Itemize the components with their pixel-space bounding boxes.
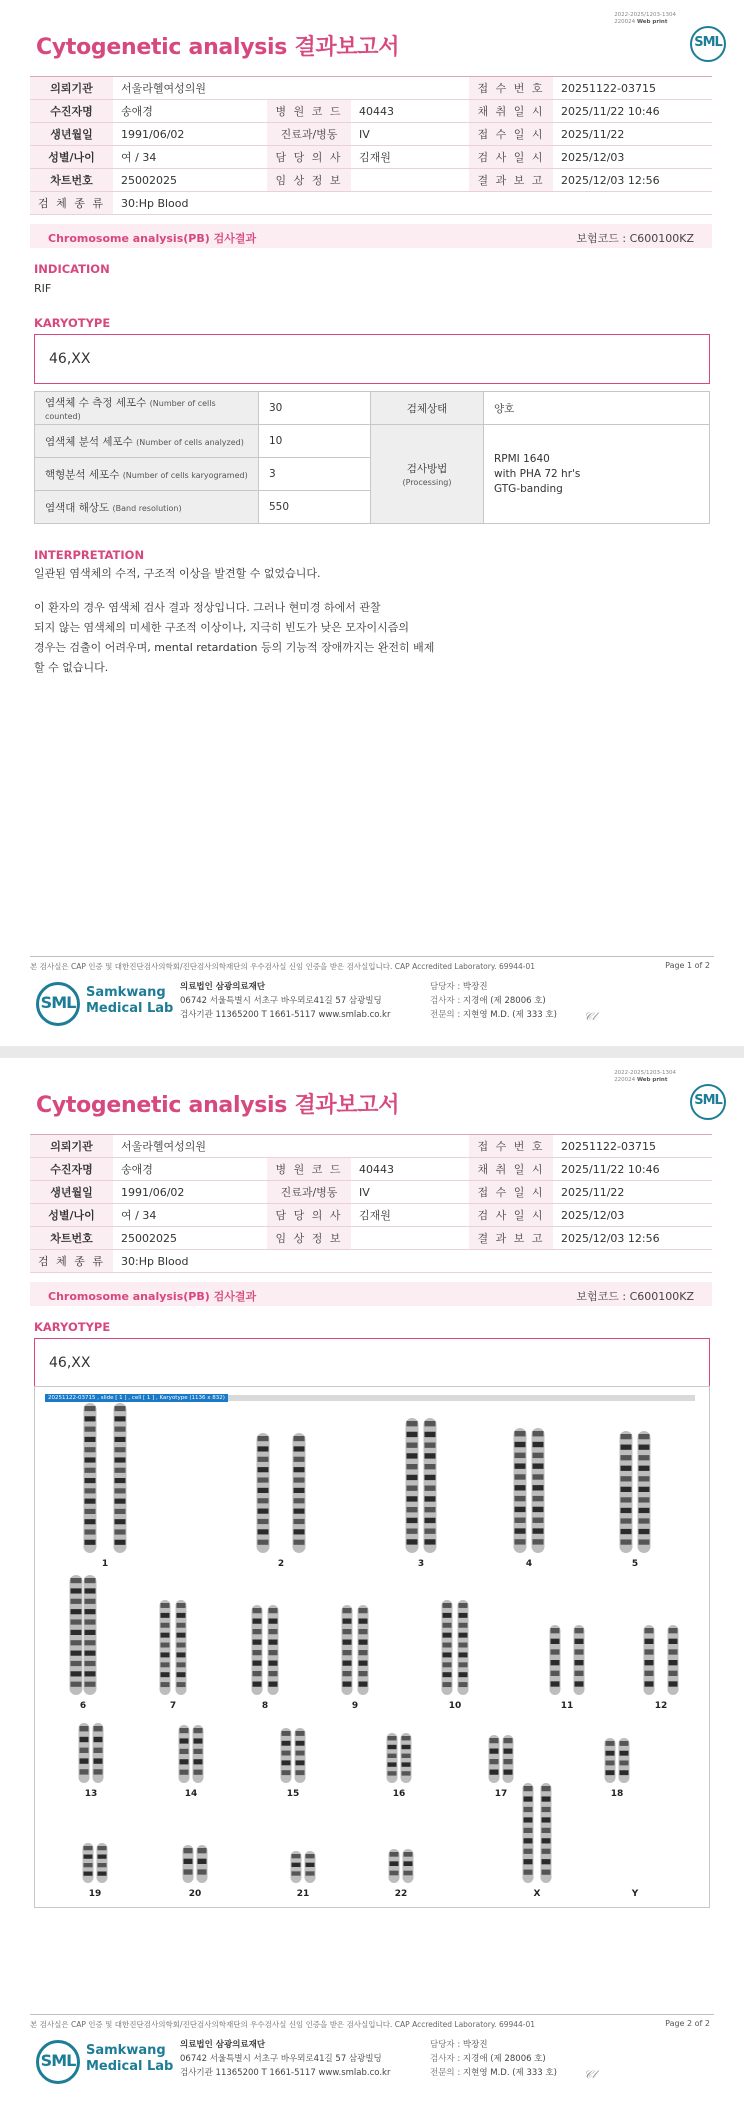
received-label: 접 수 일 시 [469, 1181, 553, 1204]
chromosome-label-14: 14 [184, 1789, 198, 1799]
chromosome-18-a [605, 1738, 616, 1783]
chromosome-label-11: 11 [560, 1701, 574, 1711]
tested-label: 검 사 일 시 [469, 1204, 553, 1227]
document-id: 2022-2025/1203-1304 220024 Web print [614, 1070, 676, 1083]
chromosome-12-a [644, 1625, 655, 1695]
chromosome-18-b [619, 1738, 630, 1783]
indication-heading: INDICATION [34, 262, 110, 276]
tested-label: 검 사 일 시 [469, 146, 553, 169]
report-time-label: 결 과 보 고 [469, 1227, 553, 1250]
collected-label: 채 취 일 시 [469, 1158, 553, 1181]
chromosome-label-4: 4 [525, 1559, 533, 1569]
tested-value: 2025/12/03 [553, 146, 712, 169]
chart-label: 차트번호 [30, 1227, 113, 1250]
signature: 𝒞𝓁 [584, 1010, 596, 1023]
chart-value: 25002025 [113, 169, 267, 192]
method-value: RPMI 1640 with PHA 72 hr's GTG-banding [484, 425, 710, 524]
chromosome-label-9: 9 [351, 1701, 359, 1711]
received-value: 2025/11/22 [553, 123, 712, 146]
footer-lab-name: Samkwang Medical Lab [86, 985, 174, 1016]
chromosome-label-12: 12 [654, 1701, 668, 1711]
chromosome-3-a [406, 1418, 419, 1553]
interpretation-heading: INTERPRETATION [34, 548, 145, 562]
karyotype-box: 46,XX [34, 1338, 710, 1388]
footer-address: 의료법인 삼광의료재단 06742 서울특별시 서초구 바우뫼로41길 57 삼광빌딩 검사기관 11365200 T 1661-5117 www.smlab.co.kr [180, 2040, 391, 2078]
chromosome-5-b [638, 1431, 651, 1553]
chromosome-label-22: 22 [394, 1889, 408, 1899]
clinical-label: 임 상 정 보 [267, 169, 351, 192]
patient-label: 수진자명 [30, 1158, 113, 1181]
ward-code-value: 40443 [351, 100, 469, 123]
chromosome-16-b [401, 1733, 412, 1783]
chromosome-3-b [424, 1418, 437, 1553]
institution-value: 서울라헬여성의원 [113, 77, 469, 100]
report-title: Cytogenetic analysis 결과보고서 [36, 1093, 400, 1118]
received-label: 접 수 일 시 [469, 123, 553, 146]
chromosome-22-a [389, 1849, 400, 1883]
report-page-1 [0, 0, 744, 1046]
chromosome-7-a [160, 1600, 171, 1695]
document-id: 2022-2025/1203-1304 220024 Web print [614, 12, 676, 25]
tested-value: 2025/12/03 [553, 1204, 712, 1227]
report-time-label: 결 과 보 고 [469, 169, 553, 192]
patient-label: 수진자명 [30, 100, 113, 123]
ward-code-label: 병 원 코 드 [267, 100, 351, 123]
patient-header-table [30, 76, 712, 215]
chromosome-19-b [97, 1843, 108, 1883]
chromosome-X-b [541, 1783, 552, 1883]
clinical-label: 임 상 정 보 [267, 1227, 351, 1250]
sml-logo: SML [690, 26, 726, 62]
dob-value: 1991/06/02 [113, 123, 267, 146]
chromosome-13-a [79, 1723, 90, 1783]
chromosome-21-b [305, 1851, 316, 1883]
reception-no-label: 접 수 번 호 [469, 77, 553, 100]
karyogram-chromosomes [35, 1387, 709, 1907]
specimen-label: 검 체 종 류 [30, 1250, 113, 1273]
chromosome-label-8: 8 [261, 1701, 269, 1711]
dept-label: 진료과/병동 [267, 1181, 351, 1204]
result-band [30, 1282, 712, 1306]
reception-no-value: 20251122-03715 [553, 1135, 712, 1158]
dob-value: 1991/06/02 [113, 1181, 267, 1204]
reception-no-label: 접 수 번 호 [469, 1135, 553, 1158]
chromosome-6-a [70, 1575, 83, 1695]
specimen-value: 30:Hp Blood [113, 1250, 712, 1273]
chromosome-8-b [268, 1605, 279, 1695]
sex-age-label: 성별/나이 [30, 1204, 113, 1227]
clinical-value [351, 169, 469, 192]
sex-age-value: 여 / 34 [113, 146, 267, 169]
chromosome-15-b [295, 1728, 306, 1783]
dept-value: IV [351, 1181, 469, 1204]
specimen-state-label: 검체상태 [371, 392, 484, 425]
chromosome-label-21: 21 [296, 1889, 310, 1899]
report-title: Cytogenetic analysis 결과보고서 [36, 35, 400, 60]
report-page-2 [0, 1058, 744, 2104]
chromosome-label-16: 16 [392, 1789, 406, 1799]
chromosome-22-b [403, 1849, 414, 1883]
chromosome-14-a [179, 1725, 190, 1783]
chromosome-20-b [197, 1845, 208, 1883]
chromosome-label-19: 19 [88, 1889, 102, 1899]
chromosome-label-Y: Y [631, 1889, 639, 1899]
page-number: Page 2 of 2 [665, 2019, 710, 2028]
cells-analyzed-value: 10 [259, 425, 371, 458]
dob-label: 생년월일 [30, 123, 113, 146]
clinical-value [351, 1227, 469, 1250]
page-number: Page 1 of 2 [665, 961, 710, 970]
chromosome-6-b [84, 1575, 97, 1695]
dept-value: IV [351, 123, 469, 146]
chromosome-17-b [503, 1735, 514, 1783]
chromosome-label-6: 6 [79, 1701, 87, 1711]
result-band [30, 224, 712, 248]
chromosome-10-b [458, 1600, 469, 1695]
chromosome-X-a [523, 1783, 534, 1883]
cells-counted-label: 염색체 수 측정 세포수 (Number of cells counted) [35, 392, 259, 425]
specimen-label: 검 체 종 류 [30, 192, 113, 215]
chart-value: 25002025 [113, 1227, 267, 1250]
insurance-code: 보험코드 : C600100KZ [576, 232, 694, 245]
institution-label: 의뢰기관 [30, 77, 113, 100]
footer-lab-name: Samkwang Medical Lab [86, 2043, 174, 2074]
chromosome-13-b [93, 1723, 104, 1783]
sml-logo: SML [690, 1084, 726, 1120]
collected-value: 2025/11/22 10:46 [553, 100, 712, 123]
ward-code-value: 40443 [351, 1158, 469, 1181]
chromosome-7-b [176, 1600, 187, 1695]
chart-label: 차트번호 [30, 169, 113, 192]
sex-age-value: 여 / 34 [113, 1204, 267, 1227]
chromosome-label-3: 3 [417, 1559, 425, 1569]
result-band-title: Chromosome analysis(PB) 검사결과 [48, 1290, 257, 1303]
chromosome-10-a [442, 1600, 453, 1695]
insurance-code: 보험코드 : C600100KZ [576, 1290, 694, 1303]
patient-header-table [30, 1134, 712, 1273]
chromosome-label-18: 18 [610, 1789, 624, 1799]
chromosome-5-a [620, 1431, 633, 1553]
chromosome-label-13: 13 [84, 1789, 98, 1799]
chromosome-label-7: 7 [169, 1701, 177, 1711]
cells-karyogramed-value: 3 [259, 458, 371, 491]
footer-accreditation: 본 검사실은 CAP 인증 및 대한진단검사의학회/진단검사의학재단의 우수검사실 신임 인증을 받은 검사실입니다. CAP Accredited Laboratory. 69944-01 Page 1 of 2 [30, 956, 714, 972]
chromosome-19-a [83, 1843, 94, 1883]
collected-value: 2025/11/22 10:46 [553, 1158, 712, 1181]
chromosome-label-2: 2 [277, 1559, 285, 1569]
chromosome-16-a [387, 1733, 398, 1783]
chromosome-label-10: 10 [448, 1701, 462, 1711]
footer-address: 의료법인 삼광의료재단 06742 서울특별시 서초구 바우뫼로41길 57 삼광빌딩 검사기관 11365200 T 1661-5117 www.smlab.co.kr [180, 982, 391, 1020]
report-time-value: 2025/12/03 12:56 [553, 1227, 712, 1250]
institution-label: 의뢰기관 [30, 1135, 113, 1158]
cells-karyogramed-label: 핵형분석 세포수 (Number of cells karyogramed) [35, 458, 259, 491]
footer-accreditation: 본 검사실은 CAP 인증 및 대한진단검사의학회/진단검사의학재단의 우수검사실 신임 인증을 받은 검사실입니다. CAP Accredited Laboratory. 69944-01 Page 2 of 2 [30, 2014, 714, 2030]
chromosome-9-b [358, 1605, 369, 1695]
footer-staff: 담당자 : 박장진 검사자 : 지경애 (제 28006 호) 전문의 : 지현영 M.D. (제 333 호) [430, 2040, 557, 2078]
chromosome-label-5: 5 [631, 1559, 639, 1569]
chromosome-17-a [489, 1735, 500, 1783]
dob-label: 생년월일 [30, 1181, 113, 1204]
footer-sml-logo: SML [36, 2040, 80, 2084]
doctor-label: 담 당 의 사 [267, 1204, 351, 1227]
ward-code-label: 병 원 코 드 [267, 1158, 351, 1181]
chromosome-12-b [668, 1625, 679, 1695]
chromosome-8-a [252, 1605, 263, 1695]
chromosome-21-a [291, 1851, 302, 1883]
result-band-title: Chromosome analysis(PB) 검사결과 [48, 232, 257, 245]
chromosome-label-X: X [533, 1889, 541, 1899]
dept-label: 진료과/병동 [267, 123, 351, 146]
cells-analyzed-label: 염색체 분석 세포수 (Number of cells analyzed) [35, 425, 259, 458]
doctor-value: 김재원 [351, 1204, 469, 1227]
chromosome-9-a [342, 1605, 353, 1695]
footer-staff: 담당자 : 박장진 검사자 : 지경애 (제 28006 호) 전문의 : 지현영 M.D. (제 333 호) [430, 982, 557, 1020]
karyogram-image [34, 1386, 710, 1908]
chromosome-15-a [281, 1728, 292, 1783]
indication-value: RIF [34, 282, 52, 295]
chromosome-label-17: 17 [494, 1789, 508, 1799]
chromosome-4-a [514, 1428, 527, 1553]
chromosome-4-b [532, 1428, 545, 1553]
cells-counted-value: 30 [259, 392, 371, 425]
doctor-label: 담 당 의 사 [267, 146, 351, 169]
chromosome-1-a [84, 1403, 97, 1553]
chromosome-label-20: 20 [188, 1889, 202, 1899]
doctor-value: 김재원 [351, 146, 469, 169]
karyotype-box: 46,XX [34, 334, 710, 384]
report-time-value: 2025/12/03 12:56 [553, 169, 712, 192]
karyogram-caption: 20251122-03715 , slide [ 1 ] , cell [ 1 ] , Karyotype (1136 x 832) [45, 1394, 228, 1402]
chromosome-label-1: 1 [101, 1559, 109, 1569]
interpretation-text: 이 환자의 경우 염색체 검사 결과 정상입니다. 그러나 현미경 하에서 관찰 되지 않는 염색체의 미세한 구조적 이상이나, 지극히 빈도가 낮은 모자이시즘의 경우는 검출이 어려우며, mental retardation 등의 기능적 장애까지는 완전히 배제 할 수 없습니다. [34, 601, 435, 674]
patient-value: 송애경 [113, 1158, 267, 1181]
band-resolution-value: 550 [259, 491, 371, 524]
patient-value: 송애경 [113, 100, 267, 123]
sex-age-label: 성별/나이 [30, 146, 113, 169]
cell-count-table [34, 391, 710, 524]
reception-no-value: 20251122-03715 [553, 77, 712, 100]
chromosome-20-a [183, 1845, 194, 1883]
institution-value: 서울라헬여성의원 [113, 1135, 469, 1158]
specimen-state-value: 양호 [484, 392, 710, 425]
received-value: 2025/11/22 [553, 1181, 712, 1204]
karyotype-heading: KARYOTYPE [34, 316, 111, 330]
interpretation-summary: 일관된 염색체의 수적, 구조적 이상을 발견할 수 없었습니다. [34, 567, 321, 580]
signature: 𝒞𝓁 [584, 2068, 596, 2081]
footer-sml-logo: SML [36, 982, 80, 1026]
chromosome-1-b [114, 1403, 127, 1553]
method-label: 검사방법 (Processing) [371, 425, 484, 524]
chromosome-11-b [574, 1625, 585, 1695]
karyotype-heading: KARYOTYPE [34, 1320, 111, 1334]
band-resolution-label: 염색대 해상도 (Band resolution) [35, 491, 259, 524]
collected-label: 채 취 일 시 [469, 100, 553, 123]
chromosome-label-15: 15 [286, 1789, 300, 1799]
chromosome-14-b [193, 1725, 204, 1783]
chromosome-2-a [257, 1433, 270, 1553]
specimen-value: 30:Hp Blood [113, 192, 712, 215]
chromosome-11-a [550, 1625, 561, 1695]
chromosome-2-b [293, 1433, 306, 1553]
